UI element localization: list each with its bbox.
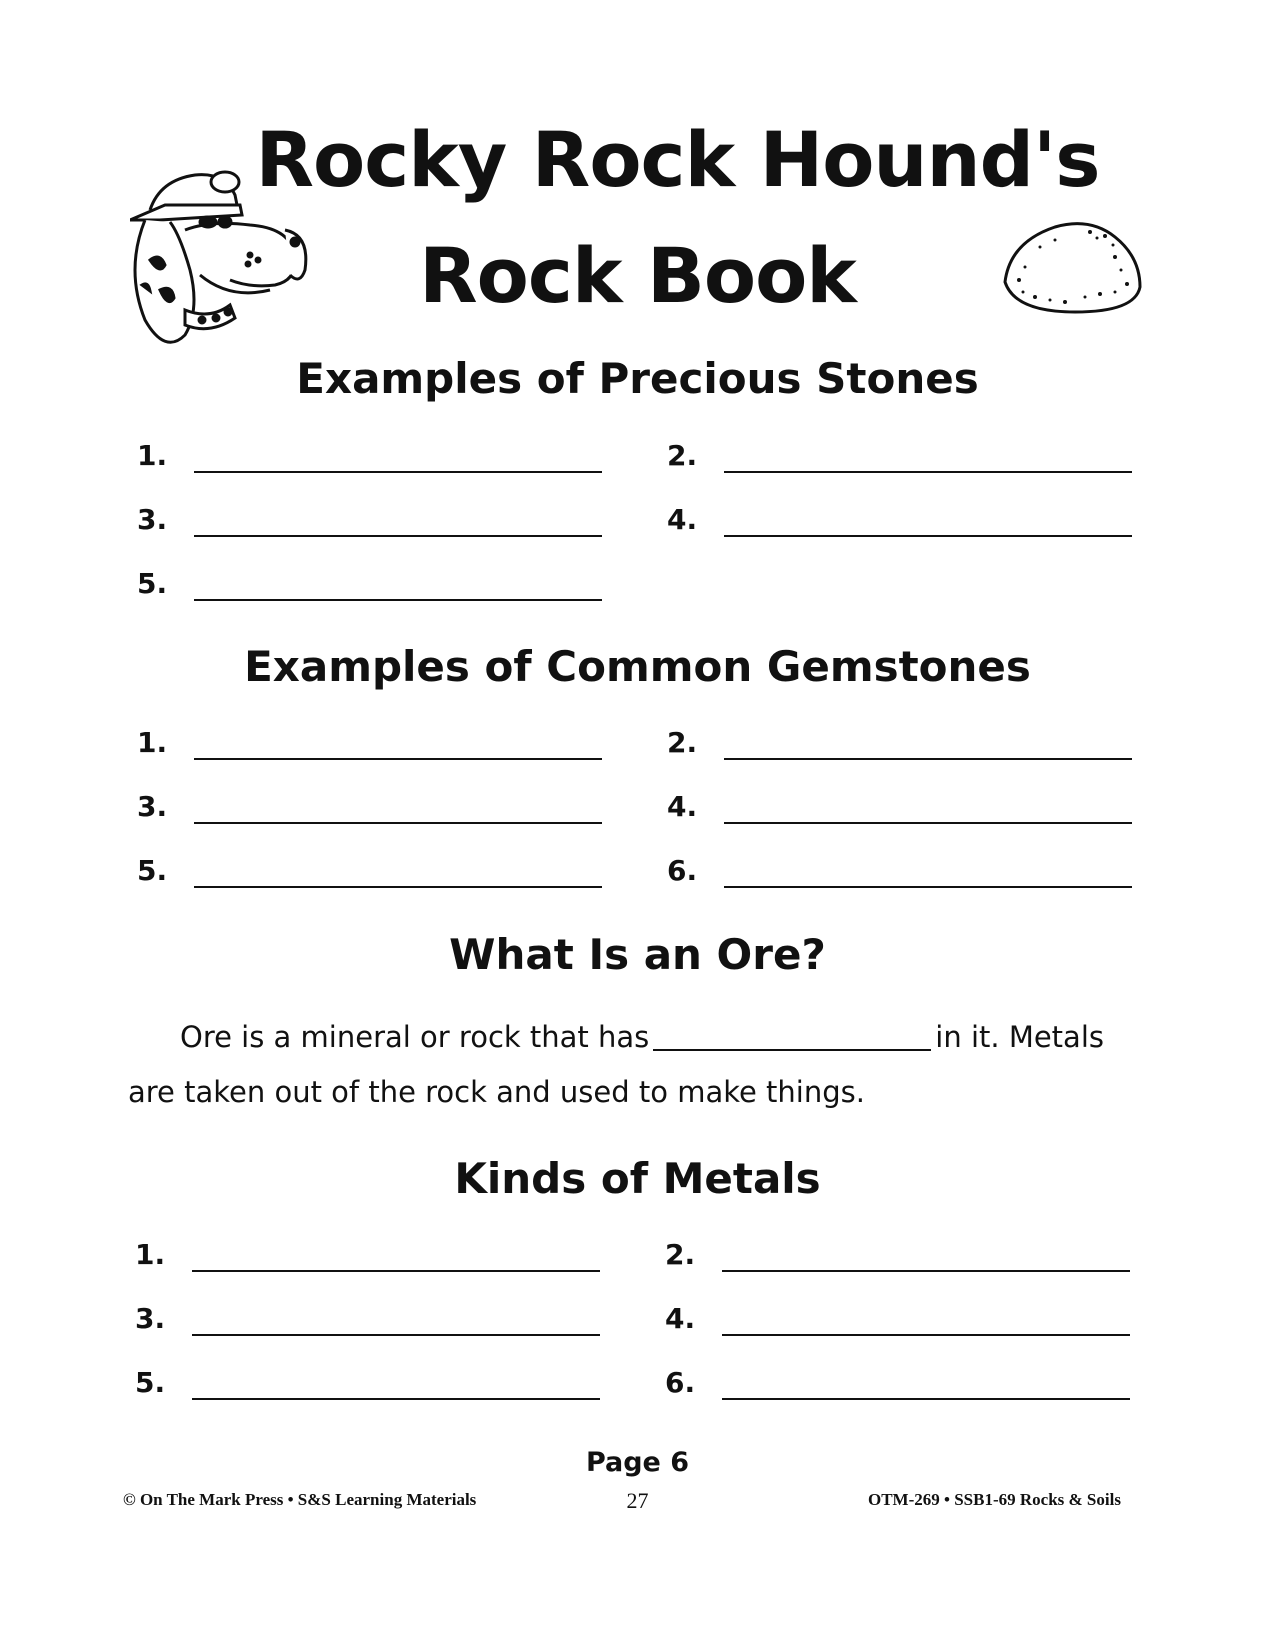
ore-blank[interactable] bbox=[653, 1049, 931, 1051]
ore-text-after: in it. Metals bbox=[935, 1020, 1104, 1054]
item-number: 4. bbox=[667, 790, 698, 823]
answer-line[interactable] bbox=[724, 471, 1132, 473]
item-number: 1. bbox=[137, 439, 168, 472]
precious-item-5[interactable] bbox=[137, 567, 657, 610]
answer-line[interactable] bbox=[724, 886, 1132, 888]
item-number: 3. bbox=[135, 1302, 166, 1335]
item-number: 1. bbox=[135, 1238, 166, 1271]
answer-line[interactable] bbox=[194, 886, 602, 888]
item-number: 3. bbox=[137, 790, 168, 823]
metal-item-6[interactable] bbox=[665, 1366, 1185, 1409]
answer-line[interactable] bbox=[724, 822, 1132, 824]
answer-line[interactable] bbox=[194, 599, 602, 601]
precious-stones-heading: Examples of Precious Stones bbox=[296, 354, 979, 403]
item-number: 2. bbox=[667, 439, 698, 472]
gemstone-item-5[interactable] bbox=[137, 854, 657, 897]
answer-line[interactable] bbox=[194, 535, 602, 537]
answer-line[interactable] bbox=[192, 1334, 600, 1336]
gemstone-item-4[interactable] bbox=[667, 790, 1187, 833]
metal-item-2[interactable] bbox=[665, 1238, 1185, 1281]
item-number: 5. bbox=[135, 1366, 166, 1399]
gemstone-item-1[interactable] bbox=[137, 726, 657, 769]
metals-heading: Kinds of Metals bbox=[454, 1154, 821, 1203]
precious-item-2[interactable] bbox=[667, 439, 1187, 482]
ore-heading: What Is an Ore? bbox=[449, 930, 826, 979]
answer-line[interactable] bbox=[194, 758, 602, 760]
precious-item-3[interactable] bbox=[137, 503, 657, 546]
footer-page-number: 27 bbox=[626, 1488, 649, 1513]
item-number: 2. bbox=[665, 1238, 696, 1271]
metal-item-1[interactable] bbox=[135, 1238, 655, 1281]
gemstones-heading: Examples of Common Gemstones bbox=[244, 642, 1031, 691]
precious-item-4[interactable] bbox=[667, 503, 1187, 546]
item-number: 5. bbox=[137, 854, 168, 887]
gemstone-item-3[interactable] bbox=[137, 790, 657, 833]
item-number: 6. bbox=[667, 854, 698, 887]
metal-item-3[interactable] bbox=[135, 1302, 655, 1345]
page-title-line1: Rocky Rock Hound's bbox=[255, 115, 1100, 204]
answer-line[interactable] bbox=[192, 1398, 600, 1400]
page-title-line2: Rock Book bbox=[419, 231, 856, 320]
item-number: 2. bbox=[667, 726, 698, 759]
answer-line[interactable] bbox=[724, 758, 1132, 760]
footer-product-code: OTM-269 • SSB1-69 Rocks & Soils bbox=[868, 1490, 1121, 1509]
ore-text-before: Ore is a mineral or rock that has bbox=[180, 1020, 650, 1054]
answer-line[interactable] bbox=[724, 535, 1132, 537]
answer-line[interactable] bbox=[192, 1270, 600, 1272]
ore-paragraph-line2: are taken out of the rock and used to make things. bbox=[128, 1075, 865, 1109]
item-number: 3. bbox=[137, 503, 168, 536]
answer-line[interactable] bbox=[722, 1270, 1130, 1272]
precious-item-1[interactable] bbox=[137, 439, 657, 482]
item-number: 4. bbox=[665, 1302, 696, 1335]
item-number: 1. bbox=[137, 726, 168, 759]
page-label: Page 6 bbox=[585, 1447, 690, 1478]
gemstone-item-2[interactable] bbox=[667, 726, 1187, 769]
item-number: 4. bbox=[667, 503, 698, 536]
answer-line[interactable] bbox=[722, 1334, 1130, 1336]
answer-line[interactable] bbox=[722, 1398, 1130, 1400]
answer-line[interactable] bbox=[194, 471, 602, 473]
item-number: 6. bbox=[665, 1366, 696, 1399]
item-number: 5. bbox=[137, 567, 168, 600]
metal-item-4[interactable] bbox=[665, 1302, 1185, 1345]
metal-item-5[interactable] bbox=[135, 1366, 655, 1409]
answer-line[interactable] bbox=[194, 822, 602, 824]
ore-paragraph-line1 bbox=[180, 1020, 1104, 1054]
gemstone-item-6[interactable] bbox=[667, 854, 1187, 897]
footer-copyright: © On The Mark Press • S&S Learning Materials bbox=[123, 1490, 477, 1509]
